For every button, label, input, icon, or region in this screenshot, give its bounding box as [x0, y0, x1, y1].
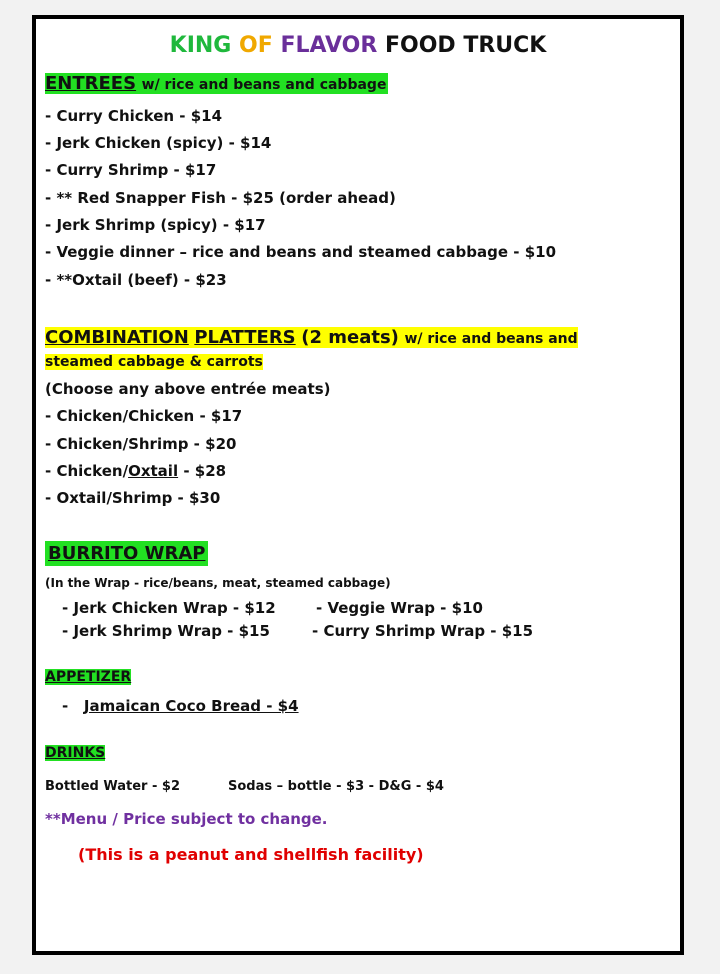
burrito-heading: BURRITO WRAP: [45, 541, 208, 566]
menu-page: [32, 15, 684, 955]
combo-heading-line2: steamed cabbage & carrots: [45, 354, 263, 370]
drinks-heading: DRINKS: [45, 745, 106, 761]
combo-item3-oxtail: Oxtail: [128, 462, 179, 480]
appetizer-bullet: -: [62, 697, 69, 715]
combo-item: - Oxtail/Shrimp - $30: [45, 489, 221, 507]
combo-heading-tail: w/ rice and beans and: [404, 331, 578, 347]
appetizer-name: Jamaican Coco Bread - $4: [83, 697, 299, 715]
appetizer-item: [62, 697, 299, 715]
entree-item: - **Oxtail (beef) - $23: [45, 271, 227, 289]
combo-note: (Choose any above entrée meats): [45, 380, 331, 398]
entree-item: - Jerk Shrimp (spicy) - $17: [45, 216, 266, 234]
entrees-heading-block: [45, 73, 388, 94]
combo-heading-line1: [45, 327, 578, 348]
combo-heading-word2: PLATTERS: [194, 327, 296, 348]
combo-item3-suffix: - $28: [178, 462, 227, 480]
allergy-notice: (This is a peanut and shellfish facility): [78, 845, 424, 864]
price-disclaimer: **Menu / Price subject to change.: [45, 810, 328, 828]
entrees-subheading: w/ rice and beans and cabbage: [141, 77, 387, 93]
entree-item: - Curry Chicken - $14: [45, 107, 223, 125]
appetizer-heading: APPETIZER: [45, 669, 132, 685]
title-king: KING: [169, 33, 232, 58]
burrito-item: - Jerk Chicken Wrap - $12: [62, 599, 276, 617]
entree-item: - ** Red Snapper Fish - $25 (order ahead): [45, 189, 396, 207]
entree-item: - Veggie dinner – rice and beans and steamed cabbage - $10: [45, 243, 557, 261]
burrito-item: - Veggie Wrap - $10: [316, 599, 483, 617]
title-food-truck: FOOD TRUCK: [384, 33, 547, 58]
burrito-item: - Jerk Shrimp Wrap - $15: [62, 622, 270, 640]
combo-item: - Chicken/Chicken - $17: [45, 407, 243, 425]
combo-item: - Chicken/Shrimp - $20: [45, 435, 237, 453]
drinks-sodas: Sodas – bottle - $3 - D&G - $4: [228, 779, 444, 794]
entree-item: - Curry Shrimp - $17: [45, 161, 217, 179]
combo-item3-prefix: - Chicken/: [45, 462, 129, 480]
title-of: OF: [239, 33, 273, 58]
entrees-heading: ENTREES: [45, 73, 137, 94]
drinks-water: Bottled Water - $2: [45, 779, 181, 794]
title-flavor: FLAVOR: [280, 33, 378, 58]
combo-heading-meats: (2 meats): [301, 327, 399, 348]
entree-item: - Jerk Chicken (spicy) - $14: [45, 134, 272, 152]
combo-item: [45, 462, 226, 480]
burrito-item: - Curry Shrimp Wrap - $15: [312, 622, 534, 640]
combo-heading-word1: COMBINATION: [45, 327, 189, 348]
menu-title: [36, 33, 680, 58]
burrito-note: (In the Wrap - rice/beans, meat, steamed cabbage): [45, 576, 391, 590]
